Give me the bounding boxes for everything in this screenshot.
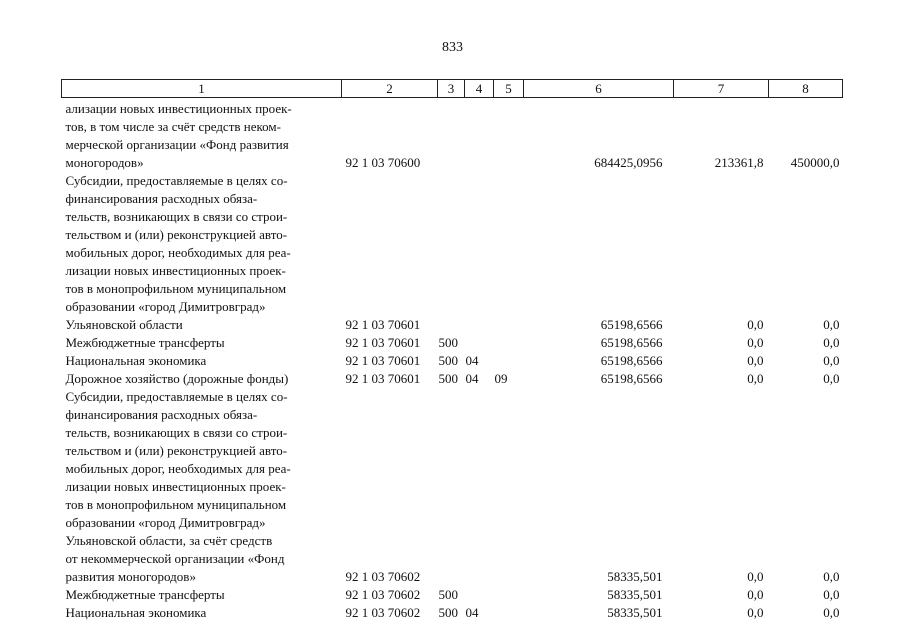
row-col-3 (438, 98, 465, 173)
row-name (62, 370, 342, 388)
header-col-4: 4 (465, 80, 494, 98)
row-col-3: 500 (438, 587, 458, 602)
row-value-6: 58335,501 (607, 587, 663, 602)
row-value-6: 65198,6566 (600, 353, 663, 368)
header-col-5: 5 (494, 80, 524, 98)
row-col-4 (465, 172, 494, 334)
row-name-line: мобильных дорог, необходимых для реа- (65, 461, 291, 476)
row-code: 92 1 03 70601 (345, 371, 421, 386)
row-col-4: 04 (465, 353, 479, 368)
row-value-7: 0,0 (747, 335, 764, 350)
row-name-line: тов, в том числе за счёт средств неком- (65, 119, 281, 134)
row-col-4 (465, 388, 494, 586)
row-name (62, 352, 342, 370)
table-row (62, 370, 843, 388)
table-row (62, 586, 843, 604)
table-header (62, 80, 843, 98)
row-name-line: образовании «город Димитровград» (65, 299, 266, 314)
row-col-5 (494, 586, 524, 604)
table-row (62, 172, 843, 334)
row-col-4 (465, 334, 494, 352)
row-name-line: Национальная экономика (65, 605, 207, 620)
row-col-5 (494, 352, 524, 370)
row-name-line: тельством и (или) реконструкцией авто- (65, 443, 288, 458)
row-name-line: тельств, возникающих в связи со строи- (65, 425, 288, 440)
row-name-line: мерческой организации «Фонд развития (65, 137, 289, 152)
row-code: 92 1 03 70602 (345, 569, 421, 584)
row-value-7: 0,0 (747, 587, 764, 602)
row-name-line: тельств, возникающих в связи со строи- (65, 209, 288, 224)
row-value-8: 0,0 (823, 353, 840, 368)
row-value-8: 0,0 (823, 371, 840, 386)
row-name (62, 604, 342, 622)
row-name-line: тов в монопрофильном муниципальном (65, 281, 287, 296)
row-value-6: 65198,6566 (600, 371, 663, 386)
row-name (62, 172, 342, 334)
row-code: 92 1 03 70601 (345, 335, 421, 350)
row-name (62, 586, 342, 604)
row-name-line: лизации новых инвестиционных проек- (65, 263, 286, 278)
row-value-7: 0,0 (747, 605, 764, 620)
row-name (62, 334, 342, 352)
row-name-line: мобильных дорог, необходимых для реа- (65, 245, 291, 260)
row-col-3: 500 (438, 371, 458, 386)
row-value-8: 0,0 (823, 605, 840, 620)
row-name-line: моногородов» (65, 155, 144, 170)
row-value-7: 213361,8 (714, 155, 764, 170)
header-col-8: 8 (769, 80, 843, 98)
table-body (62, 98, 843, 623)
row-value-8: 0,0 (823, 587, 840, 602)
row-name-line: лизации новых инвестиционных проек- (65, 479, 286, 494)
row-col-3 (438, 172, 465, 334)
row-col-4: 04 (465, 371, 479, 386)
row-col-3: 500 (438, 353, 458, 368)
table-row (62, 334, 843, 352)
header-col-1: 1 (62, 80, 342, 98)
row-col-4: 04 (465, 605, 479, 620)
row-value-6: 65198,6566 (600, 335, 663, 350)
row-col-5: 09 (494, 371, 508, 386)
row-col-5 (494, 334, 524, 352)
row-name-line: Субсидии, предоставляемые в целях со- (65, 173, 288, 188)
table-row (62, 98, 843, 173)
row-name-line: финансирования расходных обяза- (65, 407, 258, 422)
row-name-line: Ульяновской области (65, 317, 183, 332)
row-name (62, 98, 342, 173)
row-name-line: тов в монопрофильном муниципальном (65, 497, 287, 512)
table-row (62, 388, 843, 586)
row-code: 92 1 03 70602 (345, 605, 421, 620)
row-col-5 (494, 172, 524, 334)
row-code: 92 1 03 70600 (345, 155, 421, 170)
row-name-line: Ульяновской области, за счёт средств (65, 533, 273, 548)
row-value-6: 684425,0956 (594, 155, 663, 170)
header-row (62, 80, 843, 98)
header-col-3: 3 (438, 80, 465, 98)
row-name-line: финансирования расходных обяза- (65, 191, 258, 206)
row-code: 92 1 03 70601 (345, 353, 421, 368)
table-row (62, 352, 843, 370)
row-name-line: образовании «город Димитровград» (65, 515, 266, 530)
budget-table (61, 79, 843, 622)
row-name-line: Межбюджетные трансферты (65, 587, 225, 602)
row-col-4 (465, 98, 494, 173)
row-name-line: Национальная экономика (65, 353, 207, 368)
row-value-7: 0,0 (747, 353, 764, 368)
row-name-line: Дорожное хозяйство (дорожные фонды) (65, 371, 289, 386)
row-value-8: 0,0 (823, 569, 840, 584)
row-col-5 (494, 98, 524, 173)
row-name (62, 388, 342, 586)
header-col-2: 2 (342, 80, 438, 98)
table-row (62, 604, 843, 622)
row-name-line: ализации новых инвестиционных проек- (65, 101, 292, 116)
row-col-3 (438, 388, 465, 586)
header-col-7: 7 (674, 80, 769, 98)
row-value-7: 0,0 (747, 317, 764, 332)
row-code: 92 1 03 70602 (345, 587, 421, 602)
row-col-5 (494, 388, 524, 586)
row-col-5 (494, 604, 524, 622)
row-value-6: 65198,6566 (600, 317, 663, 332)
header-col-6: 6 (524, 80, 674, 98)
row-value-8: 0,0 (823, 317, 840, 332)
row-value-6: 58335,501 (607, 569, 663, 584)
row-value-8: 0,0 (823, 335, 840, 350)
row-value-7: 0,0 (747, 569, 764, 584)
row-name-line: тельством и (или) реконструкцией авто- (65, 227, 288, 242)
row-col-3: 500 (438, 605, 458, 620)
row-value-7: 0,0 (747, 371, 764, 386)
page-number: 833 (442, 40, 463, 55)
row-name-line: от некоммерческой организации «Фонд (65, 551, 285, 566)
row-value-6: 58335,501 (607, 605, 663, 620)
row-value-8: 450000,0 (790, 155, 840, 170)
row-name-line: Межбюджетные трансферты (65, 335, 225, 350)
row-col-4 (465, 586, 494, 604)
row-code: 92 1 03 70601 (345, 317, 421, 332)
row-name-line: развития моногородов» (65, 569, 196, 584)
row-name-line: Субсидии, предоставляемые в целях со- (65, 389, 288, 404)
row-col-3: 500 (438, 335, 458, 350)
